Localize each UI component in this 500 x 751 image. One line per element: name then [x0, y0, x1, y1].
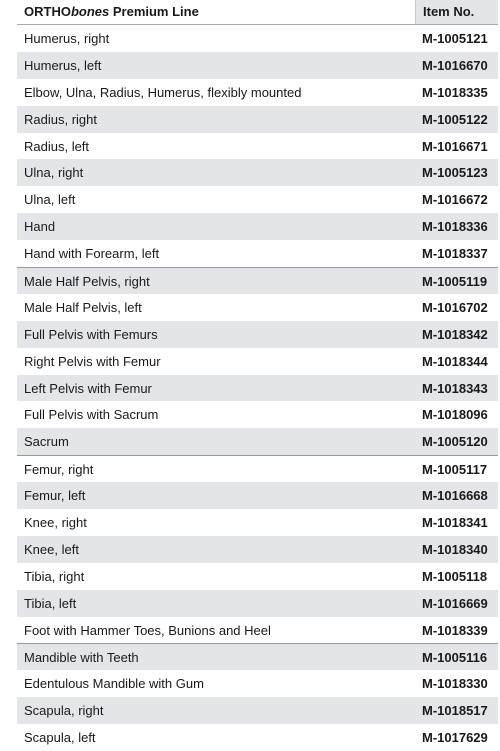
product-name: Mandible with Teeth — [24, 650, 139, 666]
product-name: Edentulous Mandible with Gum — [24, 676, 204, 692]
product-name: Ulna, left — [24, 192, 76, 208]
table-row — [17, 25, 498, 52]
product-name: Sacrum — [24, 434, 69, 450]
table-row — [17, 455, 498, 482]
table-row — [17, 563, 498, 590]
item-number: M-1017629 — [422, 730, 488, 746]
table-header — [17, 0, 498, 25]
table-row — [17, 52, 498, 79]
item-number: M-1018343 — [422, 380, 488, 396]
item-number: M-1018341 — [422, 515, 488, 531]
table-row — [17, 348, 498, 375]
product-name: Femur, left — [24, 488, 86, 504]
product-name: Scapula, left — [24, 730, 96, 746]
item-number: M-1016672 — [422, 192, 488, 208]
product-name: Knee, left — [24, 541, 79, 557]
item-number: M-1005116 — [422, 650, 488, 666]
product-name: Hand with Forearm, left — [24, 246, 160, 262]
item-number: M-1018344 — [422, 353, 488, 369]
item-number: M-1005123 — [422, 165, 488, 181]
product-name: Male Half Pelvis, left — [24, 299, 142, 315]
table-row — [17, 321, 498, 348]
table-row — [17, 294, 498, 321]
item-number: M-1005117 — [422, 462, 488, 478]
product-name: Knee, right — [24, 515, 87, 531]
product-name: Femur, right — [24, 462, 94, 478]
item-column-label: Item No. — [423, 4, 475, 19]
item-number: M-1018337 — [422, 246, 488, 262]
item-number: M-1016668 — [422, 488, 488, 504]
table-row — [17, 482, 498, 509]
table-row — [17, 428, 498, 455]
product-table — [17, 0, 498, 751]
item-column-header — [415, 0, 498, 24]
table-row — [17, 401, 498, 428]
item-number: M-1018340 — [422, 541, 488, 557]
table-row — [17, 536, 498, 563]
table-row — [17, 159, 498, 186]
table-row — [17, 186, 498, 213]
table-row — [17, 240, 498, 267]
item-number: M-1018517 — [422, 703, 488, 719]
product-line-heading — [24, 4, 199, 19]
table-body — [17, 25, 498, 751]
brand-italic: bones — [70, 4, 110, 19]
table-row — [17, 724, 498, 751]
product-name: Hand — [24, 219, 56, 235]
item-number: M-1018342 — [422, 326, 488, 342]
table-row — [17, 643, 498, 670]
product-name: Humerus, right — [24, 31, 110, 46]
item-number: M-1018339 — [422, 622, 488, 638]
product-name: Scapula, right — [24, 703, 104, 719]
table-row — [17, 670, 498, 697]
table-row — [17, 79, 498, 106]
item-number: M-1018330 — [422, 676, 488, 692]
item-number: M-1005118 — [422, 568, 488, 584]
product-name: Male Half Pelvis, right — [24, 274, 150, 290]
product-name: Humerus, left — [24, 57, 102, 73]
item-number: M-1005121 — [422, 31, 488, 46]
item-number: M-1005119 — [422, 274, 488, 290]
item-number: M-1016702 — [422, 299, 488, 315]
table-row — [17, 509, 498, 536]
product-name: Foot with Hammer Toes, Bunions and Heel — [24, 622, 271, 638]
table-row — [17, 375, 498, 402]
table-row — [17, 590, 498, 617]
item-number: M-1016669 — [422, 595, 488, 611]
product-name: Left Pelvis with Femur — [24, 380, 152, 396]
table-row — [17, 267, 498, 294]
product-name: Radius, left — [24, 138, 90, 154]
item-number: M-1016670 — [422, 57, 488, 73]
item-number: M-1005120 — [422, 434, 488, 450]
table-row — [17, 133, 498, 160]
item-number: M-1018335 — [422, 84, 488, 100]
table-row — [17, 697, 498, 724]
brand-upper: ORTHO — [24, 4, 71, 19]
item-number: M-1018336 — [422, 219, 488, 235]
product-name: Right Pelvis with Femur — [24, 353, 161, 369]
product-name: Tibia, left — [24, 595, 77, 611]
item-number: M-1018096 — [422, 407, 488, 423]
product-name: Tibia, right — [24, 568, 85, 584]
item-number: M-1005122 — [422, 111, 488, 127]
table-row — [17, 106, 498, 133]
item-number: M-1016671 — [422, 138, 488, 154]
product-name: Ulna, right — [24, 165, 84, 181]
table-row — [17, 213, 498, 240]
table-row — [17, 617, 498, 644]
brand-rest: Premium Line — [109, 4, 199, 19]
product-name: Elbow, Ulna, Radius, Humerus, flexibly mounted — [24, 84, 302, 100]
product-name: Radius, right — [24, 111, 97, 127]
product-name: Full Pelvis with Sacrum — [24, 407, 159, 423]
product-name: Full Pelvis with Femurs — [24, 326, 158, 342]
